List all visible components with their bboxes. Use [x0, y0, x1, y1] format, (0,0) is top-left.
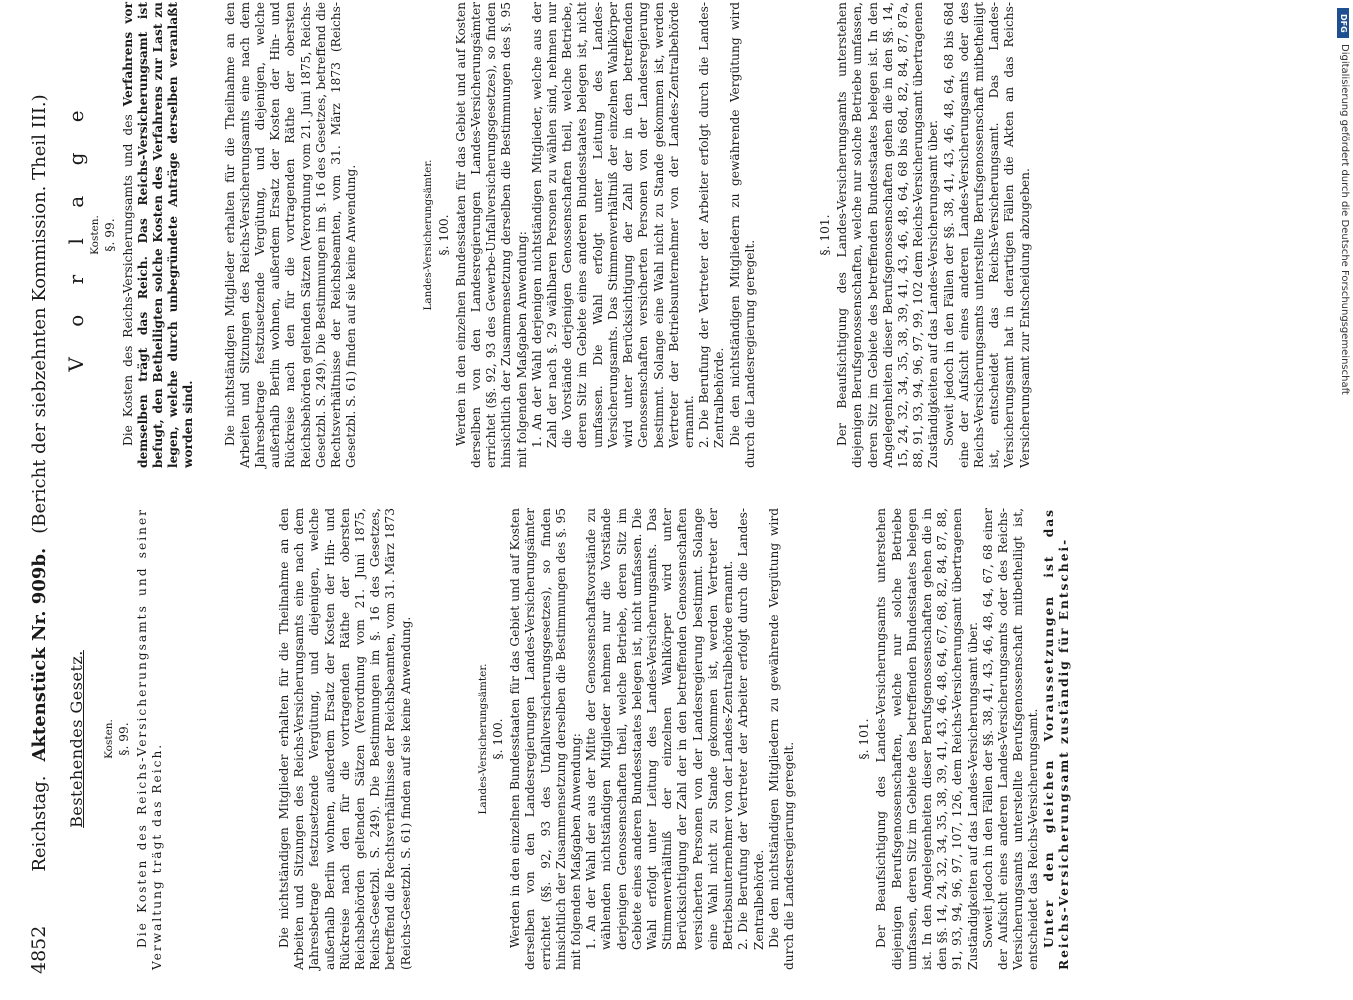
section-99-text: Die Kosten des Reichs-Versicherungsamts und seiner Verwaltung trägt das Reich.: [134, 508, 164, 970]
document-page: [10, 0, 1310, 1000]
proposal-section-101-paragraph-2: Soweit jedoch in den Fällen der §§. 38, 41, 43, 46, 48, 64, 68 bis 68d eine der Aufsicht eines anderen Landes-Versicherungsamts oder des Reichs-Versicherungsamts unterstellte Berufsgenossenschaft mitbetheiligt ist, entscheidet das Reichs-Versicherungsamt. Das Landes-Versicherungsamt hat in derartigen Fällen die Akten an das Reichs-Versicherungsamt zur Entscheidung abzugeben.: [941, 2, 1032, 468]
proposal-section-100-item-2: 2. Die Berufung der Vertreter der Arbeiter erfolgt durch die Landes-Zentralbehörde.: [697, 2, 727, 448]
proposal-section-100-item-1: 1. An der Wahl derjenigen nichtständigen Mitglieder, welche aus der Zahl der nach §. 29 wählbaren Personen zu wählen sind, nehmen nur die Vorstände derjenigen Genossenschaften theil, welche Betriebe, deren Sitz im Gebiete eines anderen Bundesstaates belegen ist, nicht umfassen. Die Wahl erfolgt unter Leitung des Landes-Versicherungsamts. Das Stimmenverhältniß der einzelnen Wahlkörper wird unter Berücksichtigung der Zahl der in den betreffenden Genossenschaften versicherten Personen von der Landesregierung bestimmt. Solange eine Wahl nicht zu Stande gekommen ist, werden Vertreter der Betriebsunternehmer von der Landes-Zentralbehörde ernannt.: [529, 2, 696, 448]
section-101-paragraph-3: Unter den gleichen Voraussetzungen ist das Reichs-Versicherungsamt zuständig für Entschei-: [1041, 508, 1071, 970]
dfg-logo: DFG: [1337, 8, 1349, 38]
page-header: [28, 26, 51, 974]
section-101-number: §. 101.: [857, 718, 872, 760]
column-heading-existing-law: Bestehendes Gesetz.: [67, 650, 86, 828]
proposal-section-100-paragraph-2: Die den nichtständigen Mitgliedern zu gewährende Vergütung wird durch die Landesregierung geregelt.: [727, 2, 757, 468]
section-99-subtitle: Kosten.: [103, 719, 116, 759]
proposal-section-100-subtitle: Landes-Versicherungsämter.: [422, 159, 435, 311]
section-100-subtitle: Landes-Versicherungsämter.: [476, 663, 489, 815]
header-body: Reichstag.: [29, 775, 50, 872]
digitization-credit: Digitalisierung gefördert durch die Deutsche Forschungsgemeinschaft: [1339, 44, 1350, 395]
proposal-section-100-number: §. 100.: [436, 214, 451, 256]
proposal-section-99-text: [121, 2, 197, 468]
proposal-section-99-paragraph-2: Die nichtständigen Mitglieder erhalten für die Theilnahme an den Arbeiten und Sitzungen des Reichs-Versicherungsamts eine nach dem Jahresbetrage festzusetzende Vergütung, und diejenigen, welche außerhalb Berlin wohnen, außerdem Ersatz der Kosten der Hin- und Rückreise nach den für die vortragenden Räthe der obersten Reichsbehörden geltenden Sätzen (Verordnung vom 21. Juni 1875, Reichs-Gesetzbl. S. 249). Die Bestimmungen im §. 16 des Gesetzes, betreffend die Rechtsverhältnisse der Reichsbeamten, vom 31. März 1873 (Reichs-Gesetzbl. S. 61) finden auf sie keine Anwendung.: [222, 2, 359, 468]
section-100-item-2: 2. Die Berufung der Vertreter der Arbeiter erfolgt durch die Landes-Zentralbehörde.: [736, 508, 766, 950]
section-100-paragraph-2: Die den nichtständigen Mitgliedern zu gewährende Vergütung wird durch die Landesregierung geregelt.: [766, 508, 796, 970]
page-number: 4852: [28, 925, 50, 974]
column-proposal: [64, 2, 1033, 468]
proposal-section-101-paragraph-1: Der Beaufsichtigung des Landes-Versicherungsamts unterstehen diejenigen Berufsgenossenschaften, welche nur solche Betriebe umfassen, deren Sitz im Gebiete des betreffenden Bundesstaates belegen ist. In den Angelegenheiten dieser Berufsgenossenschaften gehen die in den §§. 14, 15, 24, 32, 34, 35, 38, 39, 41, 43, 46, 48, 64, 68 bis 68d, 82, 84, 87, 87a, 88, 91, 93, 94, 96, 97, 99, 102 dem Reichs-Versicherungsamt übertragenen Zuständigkeiten auf das Landes-Versicherungsamt über.: [835, 2, 941, 468]
proposal-section-99-text-a: Die Kosten des Reichs-Versicherungsamts und des: [120, 114, 135, 446]
section-100-item-1: 1. An der Wahl der aus der Mitte der Genossenschaftsvorstände zu wählenden nichtständigen Mitglieder nehmen nur die Vorstände derjenigen Genossenschaften theil, welche Betriebe, deren Sitz im Gebiete eines anderen Bundesstaates belegen ist, nicht umfassen. Die Wahl erfolgt unter Leitung des Landes-Versicherungsamts. Das Stimmenverhältniß der einzelnen Wahlkörper wird unter Berücksichtigung der Zahl der in den betreffenden Genossenschaften versicherten Personen von der Landesregierung bestimmt. Solange eine Wahl nicht zu Stande gekommen ist, werden Vertreter der Betriebsunternehmer von der Landes-Zentralbehörde ernannt.: [584, 508, 736, 950]
proposal-section-101-number: §. 101.: [817, 214, 832, 256]
two-column-body: [64, 2, 1294, 974]
section-101-paragraph-1: Der Beaufsichtigung des Landes-Versicherungsamts unterstehen diejenigen Berufsgenossenschaften, welche nur solche Betriebe umfassen, deren Sitz im Gebiete des betreffenden Bundesstaates belegen ist. In den Angelegenheiten dieser Berufsgenossenschaften gehen die in den §§. 14, 24, 32, 34, 35, 38, 39, 41, 43, 46, 48, 64, 67, 68, 82, 84, 87, 88, 91, 93, 94, 96, 97, 107, 126, dem Reichs-Versicherungsamt übertragenen Zuständigkeiten auf das Landes-Versicherungsamt über.: [874, 508, 980, 970]
digitization-credit-strip: [1331, 0, 1353, 1000]
column-existing-law: [69, 508, 1072, 970]
proposal-section-99-text-b: Verfahrens vor demselben trägt das Reich. Das Reichs-Versicherungsamt ist befugt, den Betheiligten solche Kosten des Verfahrens zur Last zu legen, welche durch unbegründete Anträge derselben veranlaßt worden sind.: [120, 2, 196, 468]
section-100-paragraph-1: Werden in den einzelnen Bundesstaaten für das Gebiet und auf Kosten derselben von den Landesregierungen Landes-Versicherungsämter errichtet (§§. 92, 93 des Unfallversicherungsgesetzes), so finden hinsichtlich der Zusammensetzung derselben die Bestimmungen des §. 95 mit folgenden Maßgaben Anwendung:: [508, 508, 584, 970]
proposal-section-100-paragraph-1: Werden in den einzelnen Bundesstaaten für das Gebiet und auf Kosten derselben von den Landesregierungen Landes-Versicherungsämter errichtet (§§. 92, 93 des Gewerbe-Unfallversicherungsgesetzes), so finden hinsichtlich der Zusammensetzung derselben die Bestimmungen des §. 95 mit folgenden Maßgaben Anwendung:: [453, 2, 529, 468]
column-heading-proposal: V o r l a g e: [64, 98, 88, 372]
proposal-section-99-subtitle: Kosten.: [89, 215, 102, 255]
proposal-section-100-items: [530, 2, 728, 468]
section-101-paragraph-2: Soweit jedoch in den Fällen der §§. 38, 41, 43, 46, 48, 64, 67, 68 einer der Aufsicht eines anderen Landes-Versicherungsamts oder des Reichs-Versicherungsamts unterstellte Berufsgenossenschaft mitbetheiligt ist, entscheidet das Reichs-Versicherungsamt.: [980, 508, 1041, 970]
header-report: (Bericht der siebzehnten Kommission. Theil III.): [29, 94, 50, 534]
proposal-section-99-number: §. 99.: [103, 218, 118, 252]
section-100-number: §. 100.: [491, 718, 506, 760]
section-99-number: §. 99.: [117, 722, 132, 756]
section-100-items: [584, 508, 766, 970]
header-document-number: Aktenstück Nr. 909b.: [29, 547, 50, 762]
section-99-paragraph-2: Die nichtständigen Mitglieder erhalten für die Theilnahme an den Arbeiten und Sitzungen des Reichs-Versicherungsamts eine nach dem Jahresbetrage festzusetzende Vergütung, und diejenigen, welche außerhalb Berlin wohnen, außerdem Ersatz der Kosten der Hin- und Rückreise nach den für die vortragenden Räthe der obersten Reichsbehörden geltenden Sätzen (Verordnung vom 21. Juni 1875, Reichs-Gesetzbl. S. 249). Die Bestimmungen im §. 16 des Gesetzes, betreffend die Rechtsverhältnisse der Reichsbeamten, vom 31. März 1873 (Reichs-Gesetzbl. S. 61) finden auf sie keine Anwendung.: [277, 508, 413, 970]
